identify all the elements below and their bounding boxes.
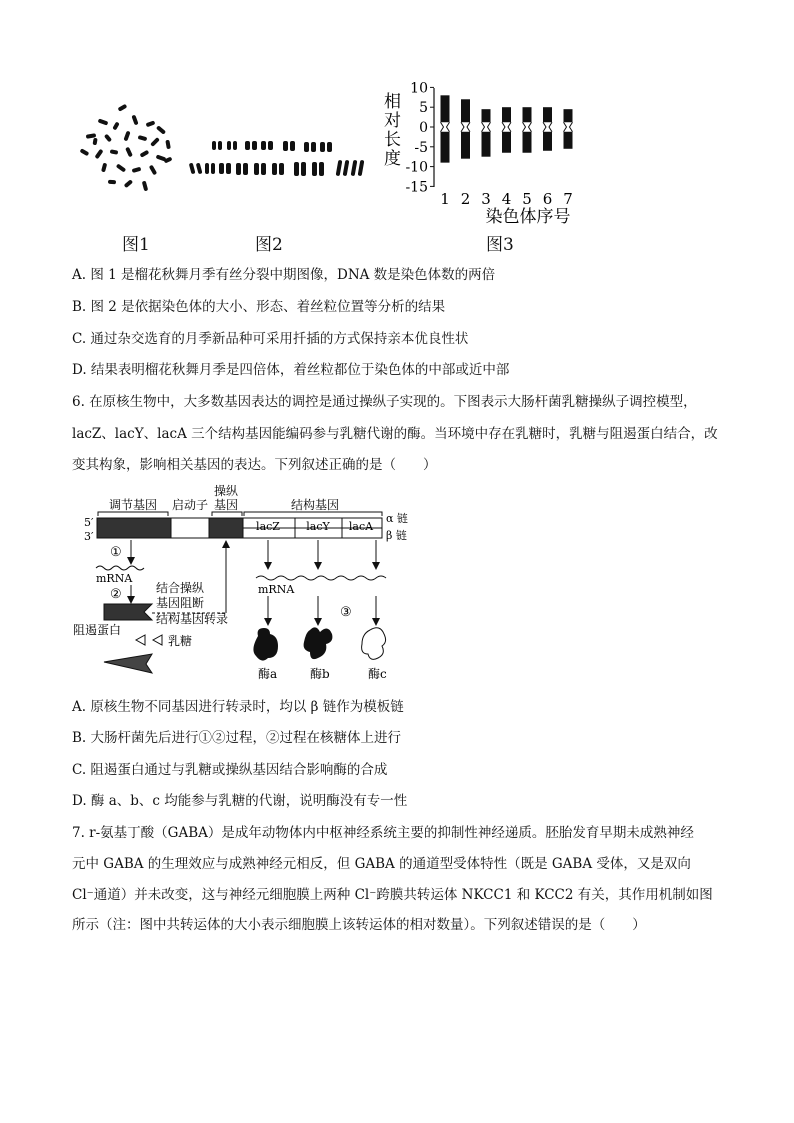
enzyme-c-label: 酶c: [368, 667, 387, 681]
fig3-bar-upper: [523, 107, 532, 122]
enzyme-a-label: 酶a: [258, 667, 278, 681]
beta-strand-label: β 链: [386, 529, 407, 542]
enzyme-b-shape: [304, 627, 333, 659]
fig3-y-tick-label: 10: [410, 80, 428, 97]
fig3-bar-lower: [564, 132, 573, 149]
structural-genes-label: 结构基因: [290, 498, 340, 512]
lactose-shape-2: [153, 635, 162, 645]
fig2-label: 图2: [255, 235, 283, 255]
fig3-x-tick-label: 1: [440, 190, 450, 208]
note-line-1: 结合操纵: [156, 581, 205, 595]
fig1-chromosome-spread: [80, 104, 173, 192]
q6-option-c: C. 阻遏蛋白通过与乳糖或操纵基因结合影响酶的合成: [72, 762, 388, 778]
fig3-bar-upper: [482, 109, 491, 122]
fig3-bar-upper: [441, 95, 450, 122]
fig3-bar-upper: [543, 107, 552, 122]
mrna-right-wave: [256, 576, 386, 580]
operator-label-2: 基因: [213, 498, 239, 512]
fig3-x-tick-label: 4: [501, 190, 512, 208]
operator-label-1: 操纵: [213, 484, 239, 498]
fig3-centromere: [502, 122, 511, 132]
lacy-label: lacY: [306, 520, 330, 533]
enzyme-a-shape: [253, 628, 278, 661]
fig3-relative-length-chart: [380, 80, 573, 227]
regulatory-gene-segment: [97, 518, 171, 538]
chromosome-figure: [0, 0, 794, 260]
note-line-3: 结构基因转录: [156, 612, 229, 626]
fig3-x-tick-label: 2: [460, 190, 471, 208]
fig3-x-axis-title: 染色体序号: [485, 207, 571, 227]
step-3-label: ③: [340, 605, 352, 620]
mrna-left-label: mRNA: [96, 572, 133, 585]
q6-option-b: B. 大肠杆菌先后进行①②过程，②过程在核糖体上进行: [72, 730, 402, 746]
fig3-y-tick-label: -10: [405, 159, 428, 176]
fig3-centromere: [482, 122, 491, 132]
fig3-x-tick-label: 3: [481, 190, 491, 208]
fig3-centromere: [523, 122, 532, 132]
fig3-bar-lower: [441, 132, 450, 163]
fig3-y-axis-title: 相对长度: [380, 92, 400, 168]
enzyme-b-label: 酶b: [310, 667, 330, 681]
q7-stem-line-4: 所示（注：图中共转运体的大小表示细胞膜上该转运体的相对数量）。下列叙述错误的是（ ）: [72, 917, 646, 933]
fig3-y-tick-label: 0: [419, 120, 428, 136]
regulatory-gene-label: 调节基因: [108, 498, 158, 512]
fig3-y-tick-label: -15: [405, 179, 428, 196]
q6-option-d: D. 酶 a、b、c 均能参与乳糖的代谢，说明酶没有专一性: [72, 793, 408, 809]
mrna-left-wave: [96, 566, 144, 570]
fig3-centromere: [564, 122, 573, 132]
q5-option-b: B. 图 2 是依据染色体的大小、形态、着丝粒位置等分析的结果: [72, 299, 446, 315]
fig3-bar-lower: [482, 132, 491, 157]
fig3-x-tick-label: 6: [542, 190, 553, 208]
q5-option-c: C. 通过杂交选育的月季新品种可采用扦插的方式保持亲本优良性状: [72, 331, 469, 347]
fig3-bar-lower: [543, 132, 552, 151]
q5-option-a: A. 图 1 是榴花秋舞月季有丝分裂中期图像，DNA 数是染色体数的两倍: [72, 267, 496, 283]
laca-label: lacA: [348, 520, 374, 533]
fig3-centromere: [543, 122, 552, 132]
step-2-label: ②: [110, 587, 122, 602]
repressor-protein-shape: [104, 604, 152, 620]
promoter-label: 启动子: [171, 498, 209, 512]
strand-5-label: 5′: [84, 516, 94, 529]
lac-operon-diagram: [0, 478, 794, 688]
q6-stem-line-1: 6. 在原核生物中，大多数基因表达的调控是通过操纵子实现的。下图表示大肠杆菌乳糖操纵子调控模型，: [72, 394, 697, 410]
q6-stem-line-2: lacZ、lacY、lacA 三个结构基因能编码参与乳糖代谢的酶。当环境中存在乳糖时，乳糖与阻遏蛋白结合，改: [72, 426, 718, 442]
q6-stem-line-3: 变其构象，影响相关基因的表达。下列叙述正确的是（ ）: [72, 457, 437, 473]
fig3-y-tick-label: -5: [414, 139, 428, 156]
q5-option-d: D. 结果表明榴花秋舞月季是四倍体，着丝粒都位于染色体的中部或近中部: [72, 362, 510, 378]
fig3-bar-upper: [461, 99, 470, 122]
fig3-bar-lower: [502, 132, 511, 153]
fig3-x-tick-label: 5: [522, 190, 532, 208]
fig3-centromere: [461, 122, 470, 132]
lactose-label: 乳糖: [168, 634, 193, 648]
fig1-label: 图1: [122, 235, 150, 255]
alpha-strand-label: α 链: [386, 512, 408, 525]
lactose-shape-1: [136, 635, 145, 645]
fig3-y-tick-label: 5: [419, 100, 428, 117]
altered-repressor-shape: [104, 654, 152, 673]
fig3-bar-lower: [523, 132, 532, 153]
enzyme-c-shape: [362, 628, 386, 660]
fig3-centromere: [441, 122, 450, 132]
promoter-segment: [171, 518, 209, 538]
q7-stem-line-1: 7. r-氨基丁酸（GABA）是成年动物体内中枢神经系统主要的抑制性神经递质。胚胎发育早期未成熟神经: [72, 825, 694, 841]
mrna-right-label: mRNA: [258, 583, 295, 596]
q6-option-a: A. 原核生物不同基因进行转录时，均以 β 链作为模板链: [72, 699, 404, 715]
fig3-bar-upper: [502, 107, 511, 122]
repressor-label: 阻遏蛋白: [73, 623, 122, 637]
strand-3-label: 3′: [84, 530, 94, 543]
operator-segment: [209, 518, 243, 538]
fig3-bar-lower: [461, 132, 470, 159]
fig3-label: 图3: [486, 235, 514, 255]
note-line-2: 基因阻断: [156, 596, 205, 610]
q7-stem-line-2: 元中 GABA 的生理效应与成熟神经元相反，但 GABA 的通道型受体特性（既是 GABA 受体，又是双向: [72, 856, 691, 872]
step-1-label: ①: [110, 545, 122, 560]
fig3-x-tick-label: 7: [563, 190, 573, 208]
lacz-label: lacZ: [256, 520, 280, 533]
fig2-karyotype: [189, 141, 365, 176]
q7-stem-line-3: Cl⁻通道）并未改变，这与神经元细胞膜上两种 Cl⁻跨膜共转运体 NKCC1 和 KCC2 有关，其作用机制如图: [72, 887, 713, 903]
fig3-bar-upper: [564, 109, 573, 122]
